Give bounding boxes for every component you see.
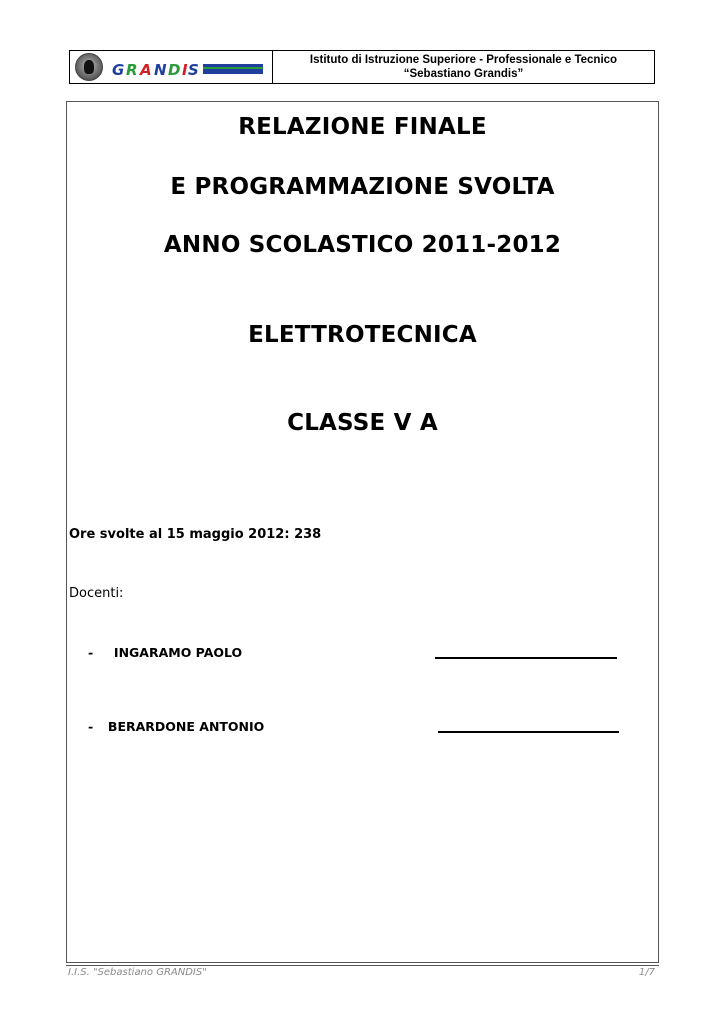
class-title: CLASSE V A	[287, 410, 438, 436]
institute-line-2: “Sebastiano Grandis”	[403, 68, 524, 80]
svg-text:N: N	[154, 61, 167, 77]
logo-cell	[70, 51, 273, 83]
signature-line	[435, 657, 617, 659]
svg-text:S: S	[188, 61, 199, 77]
hours-taught: Ore svolte al 15 maggio 2012: 238	[69, 527, 322, 542]
teacher-name: INGARAMO PAOLO	[113, 645, 243, 660]
teacher-row	[88, 645, 242, 660]
svg-text:A: A	[140, 61, 152, 77]
teachers-label: Docenti:	[69, 586, 124, 601]
svg-text:I: I	[182, 61, 188, 77]
page-header	[69, 50, 655, 84]
school-seal-icon	[75, 53, 103, 81]
teacher-name: BERARDONE ANTONIO	[107, 719, 265, 734]
subject-title: ELETTROTECNICA	[248, 322, 477, 348]
title-line-3: ANNO SCOLASTICO 2011-2012	[163, 232, 562, 258]
signature-line	[438, 731, 619, 733]
footer-school: I.I.S. "Sebastiano GRANDIS"	[68, 967, 207, 978]
teacher-bullet: -	[88, 645, 94, 660]
teacher-row	[88, 719, 264, 734]
frame-bottom-rule	[66, 965, 659, 966]
svg-text:R: R	[126, 61, 138, 77]
footer-page-number: 1/7	[638, 967, 655, 978]
title-line-1: RELAZIONE FINALE	[238, 114, 487, 140]
teacher-bullet: -	[88, 719, 94, 734]
svg-text:D: D	[168, 61, 181, 77]
institute-line-1: Istituto di Istruzione Superiore - Professionale e Tecnico	[309, 54, 618, 66]
svg-text:G: G	[112, 61, 125, 77]
grandis-logo	[110, 61, 266, 77]
title-line-2: E PROGRAMMAZIONE SVOLTA	[170, 174, 555, 200]
institute-name	[273, 51, 654, 83]
